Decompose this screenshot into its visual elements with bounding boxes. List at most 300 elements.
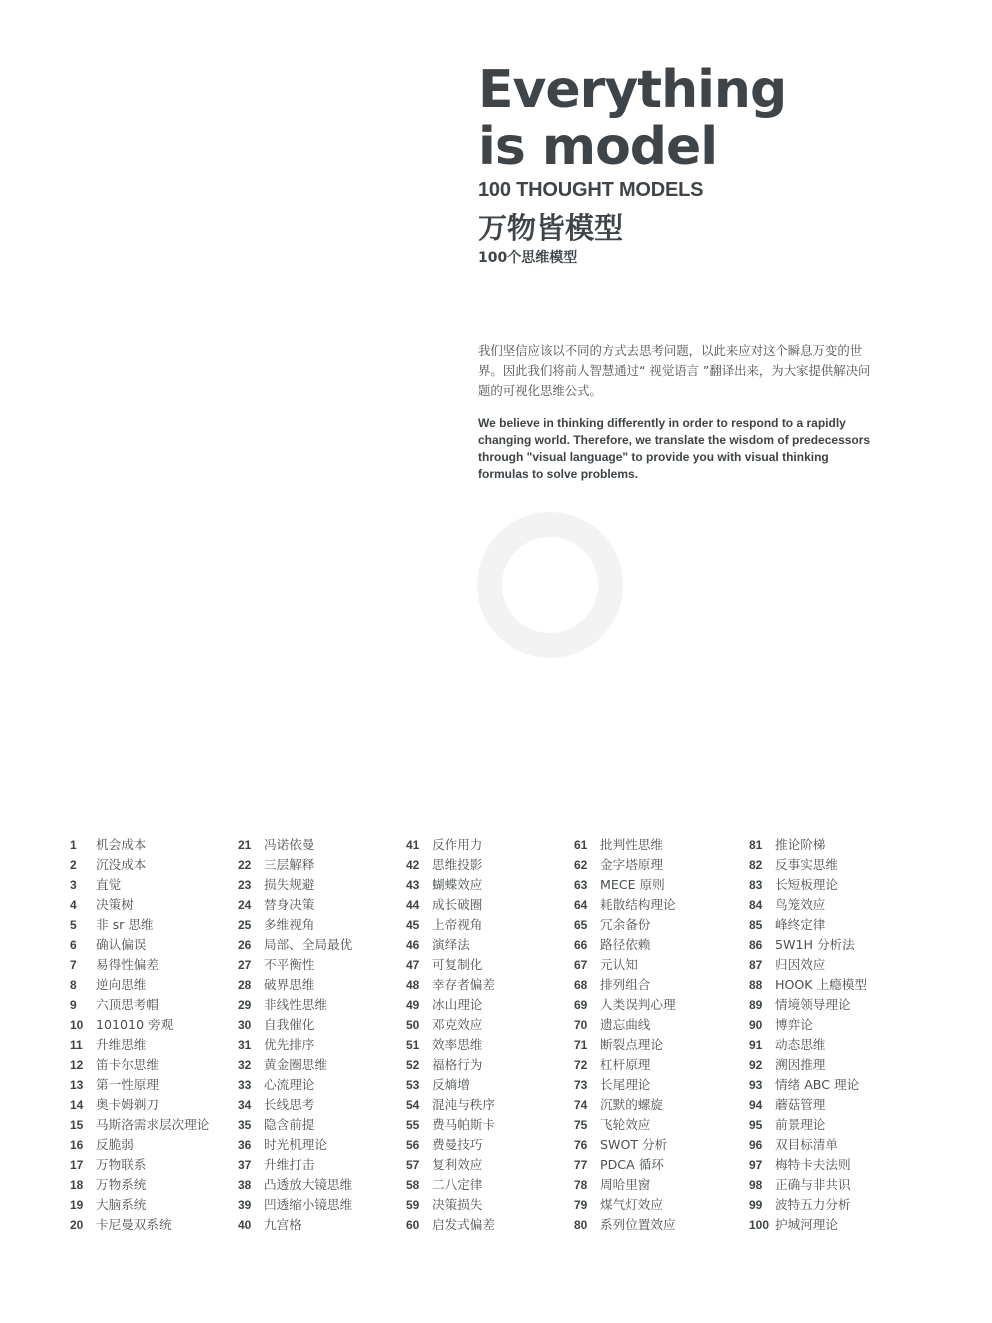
list-item [574, 1175, 676, 1195]
model-number: 84 [749, 898, 763, 912]
model-name: 蝴蝶效应 [432, 877, 483, 892]
model-name: 三层解释 [264, 857, 315, 872]
list-item [574, 835, 676, 855]
model-number: 5 [70, 918, 77, 932]
decorative-ring [477, 512, 623, 658]
model-number: 29 [238, 998, 252, 1012]
list-item [749, 1015, 867, 1035]
model-number: 24 [238, 898, 252, 912]
list-item [574, 1115, 676, 1135]
model-number: 58 [406, 1178, 420, 1192]
model-number: 68 [574, 978, 588, 992]
model-number: 21 [238, 838, 252, 852]
model-name: 时光机理论 [264, 1137, 327, 1152]
list-item [70, 1075, 209, 1095]
model-name: 长短板理论 [775, 877, 838, 892]
title-english [478, 62, 786, 176]
model-name: 鸟笼效应 [775, 897, 826, 912]
title-english-line1: Everything [478, 60, 787, 120]
list-item [238, 1115, 352, 1135]
list-item [574, 975, 676, 995]
model-name: 耗散结构理论 [600, 897, 676, 912]
list-item [749, 975, 867, 995]
list-item [574, 1035, 676, 1055]
model-number: 25 [238, 918, 252, 932]
list-item [574, 1155, 676, 1175]
list-item [238, 1055, 352, 1075]
list-item [574, 1095, 676, 1115]
model-name: 非 sr 思维 [96, 917, 154, 932]
list-item [70, 1175, 209, 1195]
model-name: SWOT 分析 [600, 1137, 668, 1152]
model-name: 逆向思维 [96, 977, 147, 992]
model-name: 邓克效应 [432, 1017, 483, 1032]
model-name: 马斯洛需求层次理论 [96, 1117, 210, 1132]
model-number: 4 [70, 898, 77, 912]
model-number: 71 [574, 1038, 588, 1052]
model-name: 成长破圈 [432, 897, 483, 912]
model-number: 28 [238, 978, 252, 992]
list-item [574, 1135, 676, 1155]
list-item [70, 1135, 209, 1155]
model-name: 卡尼曼双系统 [96, 1217, 172, 1232]
model-number: 62 [574, 858, 588, 872]
model-number: 36 [238, 1138, 252, 1152]
list-item [406, 1135, 495, 1155]
model-number: 11 [70, 1038, 83, 1052]
list-item [406, 1015, 495, 1035]
list-item [406, 915, 495, 935]
model-number: 59 [406, 1198, 420, 1212]
list-item [70, 835, 209, 855]
model-number: 2 [70, 858, 77, 872]
model-number: 1 [70, 838, 77, 852]
model-number: 78 [574, 1178, 588, 1192]
model-name: 断裂点理论 [600, 1037, 663, 1052]
model-number: 88 [749, 978, 763, 992]
model-name: 长线思考 [264, 1097, 315, 1112]
model-name: 易得性偏差 [96, 957, 159, 972]
model-number: 7 [70, 958, 77, 972]
model-number: 53 [406, 1078, 420, 1092]
model-name: 长尾理论 [600, 1077, 651, 1092]
model-name: 杠杆原理 [600, 1057, 651, 1072]
list-item [406, 1035, 495, 1055]
model-name: 蘑菇管理 [775, 1097, 826, 1112]
model-name: 升维打击 [264, 1157, 315, 1172]
list-item [749, 995, 867, 1015]
model-name: 直觉 [96, 877, 122, 892]
subtitle-chinese: 100个思维模型 [478, 250, 578, 266]
model-number: 87 [749, 958, 763, 972]
model-name: 推论阶梯 [775, 837, 826, 852]
model-name: 费马帕斯卡 [432, 1117, 495, 1132]
model-name: 反事实思维 [775, 857, 838, 872]
list-item [574, 1055, 676, 1075]
model-number: 39 [238, 1198, 252, 1212]
list-item [574, 955, 676, 975]
model-number: 10 [70, 1018, 84, 1032]
model-number: 96 [749, 1138, 763, 1152]
model-name: 沉没成本 [96, 857, 147, 872]
model-name: 九宫格 [264, 1217, 302, 1232]
model-number: 65 [574, 918, 588, 932]
model-number: 8 [70, 978, 77, 992]
model-number: 34 [238, 1098, 252, 1112]
model-number: 30 [238, 1018, 252, 1032]
list-item [70, 1015, 209, 1035]
list-item [749, 1075, 867, 1095]
model-number: 91 [749, 1038, 763, 1052]
list-item [238, 1095, 352, 1115]
model-number: 86 [749, 938, 763, 952]
list-item [406, 1055, 495, 1075]
model-number: 54 [406, 1098, 420, 1112]
list-item [574, 935, 676, 955]
model-name: 5W1H 分析法 [775, 937, 855, 952]
model-number: 15 [70, 1118, 84, 1132]
model-number: 22 [238, 858, 252, 872]
model-name: 六顶思考帽 [96, 997, 159, 1012]
list-item [70, 855, 209, 875]
model-name: 上帝视角 [432, 917, 483, 932]
model-name: 非线性思维 [264, 997, 327, 1012]
model-name: 万物系统 [96, 1177, 147, 1192]
list-item [70, 1035, 209, 1055]
model-number: 69 [574, 998, 588, 1012]
model-name: 多维视角 [264, 917, 315, 932]
model-name: 隐含前提 [264, 1117, 315, 1132]
list-item [749, 1135, 867, 1155]
model-number: 13 [70, 1078, 84, 1092]
model-number: 27 [238, 958, 252, 972]
model-number: 50 [406, 1018, 420, 1032]
model-number: 31 [238, 1038, 252, 1052]
model-name: 遗忘曲线 [600, 1017, 651, 1032]
list-item [749, 835, 867, 855]
model-number: 23 [238, 878, 252, 892]
model-name: 复利效应 [432, 1157, 483, 1172]
list-item [70, 995, 209, 1015]
model-number: 60 [406, 1218, 420, 1232]
model-name: 前景理论 [775, 1117, 826, 1132]
model-number: 74 [574, 1098, 588, 1112]
model-name: 情绪 ABC 理论 [775, 1077, 860, 1092]
model-name: 波特五力分析 [775, 1197, 851, 1212]
list-item [406, 935, 495, 955]
model-number: 55 [406, 1118, 420, 1132]
model-name: 峰终定律 [775, 917, 826, 932]
model-name: 动态思维 [775, 1037, 826, 1052]
list-item [70, 1095, 209, 1115]
model-column [70, 835, 209, 1235]
list-item [238, 955, 352, 975]
list-item [70, 1055, 209, 1075]
model-name: 决策损失 [432, 1197, 483, 1212]
model-name: 二八定律 [432, 1177, 483, 1192]
model-name: 笛卡尔思维 [96, 1057, 159, 1072]
model-name: 自我催化 [264, 1017, 315, 1032]
model-name: 路径依赖 [600, 937, 651, 952]
list-item [574, 915, 676, 935]
model-number: 92 [749, 1058, 763, 1072]
model-name: 冯诺依曼 [264, 837, 315, 852]
list-item [70, 1115, 209, 1135]
model-column [574, 835, 676, 1235]
list-item [406, 895, 495, 915]
list-item [406, 1175, 495, 1195]
model-name: 机会成本 [96, 837, 147, 852]
model-column [406, 835, 495, 1235]
list-item [238, 1135, 352, 1155]
model-number: 46 [406, 938, 420, 952]
model-name: 可复制化 [432, 957, 483, 972]
model-name: HOOK 上瘾模型 [775, 977, 867, 992]
list-item [406, 855, 495, 875]
list-item [70, 875, 209, 895]
list-item [238, 975, 352, 995]
model-name: 博弈论 [775, 1017, 813, 1032]
list-item [406, 1115, 495, 1135]
model-name: 效率思维 [432, 1037, 483, 1052]
list-item [70, 935, 209, 955]
model-number: 76 [574, 1138, 588, 1152]
model-number: 17 [70, 1158, 84, 1172]
model-name: 费曼技巧 [432, 1137, 483, 1152]
list-item [574, 1015, 676, 1035]
model-name: 确认偏误 [96, 937, 147, 952]
model-name: 人类误判心理 [600, 997, 676, 1012]
model-name: 万物联系 [96, 1157, 147, 1172]
model-number: 52 [406, 1058, 420, 1072]
model-name: 混沌与秩序 [432, 1097, 495, 1112]
model-number: 44 [406, 898, 420, 912]
model-column [238, 835, 352, 1235]
list-item [70, 915, 209, 935]
model-name: 金字塔原理 [600, 857, 663, 872]
model-number: 81 [749, 838, 763, 852]
subtitle-english: 100 THOUGHT MODELS [478, 179, 704, 201]
model-name: 101010 旁观 [96, 1017, 174, 1032]
model-name: 凸透放大镜思维 [264, 1177, 353, 1192]
model-name: 不平衡性 [264, 957, 315, 972]
list-item [749, 875, 867, 895]
list-item [749, 1055, 867, 1075]
model-name: 损失规避 [264, 877, 315, 892]
model-number: 33 [238, 1078, 252, 1092]
list-item [749, 895, 867, 915]
model-number: 82 [749, 858, 763, 872]
model-number: 40 [238, 1218, 252, 1232]
model-number: 73 [574, 1078, 588, 1092]
model-name: 煤气灯效应 [600, 1197, 663, 1212]
list-item [406, 1215, 495, 1235]
model-name: 第一性原理 [96, 1077, 159, 1092]
model-name: 破界思维 [264, 977, 315, 992]
list-item [70, 955, 209, 975]
model-number: 83 [749, 878, 763, 892]
model-name: 福格行为 [432, 1057, 483, 1072]
model-name: 演绎法 [432, 937, 470, 952]
model-number: 43 [406, 878, 420, 892]
model-column [749, 835, 867, 1235]
model-name: 飞轮效应 [600, 1117, 651, 1132]
list-item [406, 1095, 495, 1115]
list-item [238, 875, 352, 895]
model-name: 正确与非共识 [775, 1177, 851, 1192]
model-number: 18 [70, 1178, 84, 1192]
model-number: 38 [238, 1178, 252, 1192]
model-number: 26 [238, 938, 252, 952]
model-number: 6 [70, 938, 77, 952]
model-name: PDCA 循环 [600, 1157, 664, 1172]
model-name: MECE 原则 [600, 877, 665, 892]
list-item [749, 935, 867, 955]
model-number: 47 [406, 958, 420, 972]
model-number: 66 [574, 938, 588, 952]
model-number: 45 [406, 918, 420, 932]
model-number: 9 [70, 998, 77, 1012]
model-number: 12 [70, 1058, 84, 1072]
list-item [238, 995, 352, 1015]
list-item [70, 1195, 209, 1215]
list-item [749, 1215, 867, 1235]
model-number: 95 [749, 1118, 763, 1132]
list-item [70, 1215, 209, 1235]
list-item [238, 915, 352, 935]
model-name: 情境领导理论 [775, 997, 851, 1012]
model-number: 89 [749, 998, 763, 1012]
model-number: 41 [406, 838, 420, 852]
model-number: 77 [574, 1158, 588, 1172]
model-number: 63 [574, 878, 588, 892]
model-name: 溯因推理 [775, 1057, 826, 1072]
list-item [749, 955, 867, 975]
model-number: 93 [749, 1078, 763, 1092]
model-name: 反熵增 [432, 1077, 470, 1092]
list-item [574, 1215, 676, 1235]
model-name: 幸存者偏差 [432, 977, 495, 992]
list-item [70, 895, 209, 915]
list-item [749, 1195, 867, 1215]
list-item [574, 1195, 676, 1215]
model-number: 70 [574, 1018, 588, 1032]
model-name: 反脆弱 [96, 1137, 134, 1152]
model-name: 优先排序 [264, 1037, 315, 1052]
list-item [406, 975, 495, 995]
model-number: 14 [70, 1098, 84, 1112]
model-name: 心流理论 [264, 1077, 315, 1092]
model-number: 72 [574, 1058, 588, 1072]
list-item [238, 835, 352, 855]
model-name: 局部、全局最优 [264, 937, 353, 952]
model-name: 批判性思维 [600, 837, 663, 852]
list-item [749, 915, 867, 935]
model-number: 90 [749, 1018, 763, 1032]
model-name: 沉默的螺旋 [600, 1097, 663, 1112]
list-item [238, 1195, 352, 1215]
model-name: 升维思维 [96, 1037, 147, 1052]
model-number: 32 [238, 1058, 252, 1072]
model-name: 凹透缩小镜思维 [264, 1197, 353, 1212]
list-item [238, 1035, 352, 1055]
model-number: 51 [406, 1038, 420, 1052]
title-chinese: 万物皆模型 [478, 211, 624, 245]
model-name: 系列位置效应 [600, 1217, 676, 1232]
model-number: 37 [238, 1158, 252, 1172]
list-item [406, 995, 495, 1015]
model-name: 思维投影 [432, 857, 483, 872]
model-number: 3 [70, 878, 77, 892]
model-number: 80 [574, 1218, 588, 1232]
list-item [70, 1155, 209, 1175]
list-item [749, 1035, 867, 1055]
model-number: 61 [574, 838, 588, 852]
list-item [238, 1155, 352, 1175]
list-item [749, 1175, 867, 1195]
model-number: 97 [749, 1158, 763, 1172]
model-name: 梅特卡夫法则 [775, 1157, 851, 1172]
model-number: 98 [749, 1178, 763, 1192]
list-item [406, 1075, 495, 1095]
model-number: 79 [574, 1198, 588, 1212]
list-item [406, 1195, 495, 1215]
model-name: 归因效应 [775, 957, 826, 972]
description-chinese: 我们坚信应该以不同的方式去思考问题，以此来应对这个瞬息万变的世界。因此我们将前人智慧通过“ 视觉语言 ”翻译出来，为大家提供解决问题的可视化思维公式。 [478, 343, 871, 398]
list-item [238, 1215, 352, 1235]
model-name: 替身决策 [264, 897, 315, 912]
model-name: 双目标清单 [775, 1137, 838, 1152]
model-number: 75 [574, 1118, 588, 1132]
model-name: 启发式偏差 [432, 1217, 495, 1232]
list-item [574, 895, 676, 915]
model-number: 49 [406, 998, 420, 1012]
model-name: 反作用力 [432, 837, 483, 852]
model-number: 94 [749, 1098, 763, 1112]
model-name: 决策树 [96, 897, 134, 912]
model-number: 16 [70, 1138, 84, 1152]
list-item [238, 935, 352, 955]
model-name: 周哈里窗 [600, 1177, 651, 1192]
list-item [749, 1155, 867, 1175]
description-english: We believe in thinking differently in order to respond to a rapidly changing world. Therefore, we translate the wisdom of predecessors through "visual language" to provide you with visual thinking formulas to solve problems. [478, 416, 871, 481]
list-item [238, 1075, 352, 1095]
model-number: 67 [574, 958, 588, 972]
list-item [574, 875, 676, 895]
model-number: 48 [406, 978, 420, 992]
model-name: 排列组合 [600, 977, 651, 992]
model-name: 大脑系统 [96, 1197, 147, 1212]
model-name: 奥卡姆剃刀 [96, 1097, 159, 1112]
list-item [749, 855, 867, 875]
list-item [406, 875, 495, 895]
list-item [238, 895, 352, 915]
model-number: 35 [238, 1118, 252, 1132]
model-number: 64 [574, 898, 588, 912]
list-item [238, 855, 352, 875]
list-item [238, 1015, 352, 1035]
list-item [238, 1175, 352, 1195]
list-item [406, 955, 495, 975]
list-item [574, 995, 676, 1015]
model-number: 99 [749, 1198, 763, 1212]
model-number: 57 [406, 1158, 420, 1172]
title-english-line2: is model [478, 117, 718, 177]
model-number: 100 [749, 1218, 770, 1232]
model-number: 20 [70, 1218, 84, 1232]
model-name: 黄金圈思维 [264, 1057, 327, 1072]
list-item [749, 1115, 867, 1135]
